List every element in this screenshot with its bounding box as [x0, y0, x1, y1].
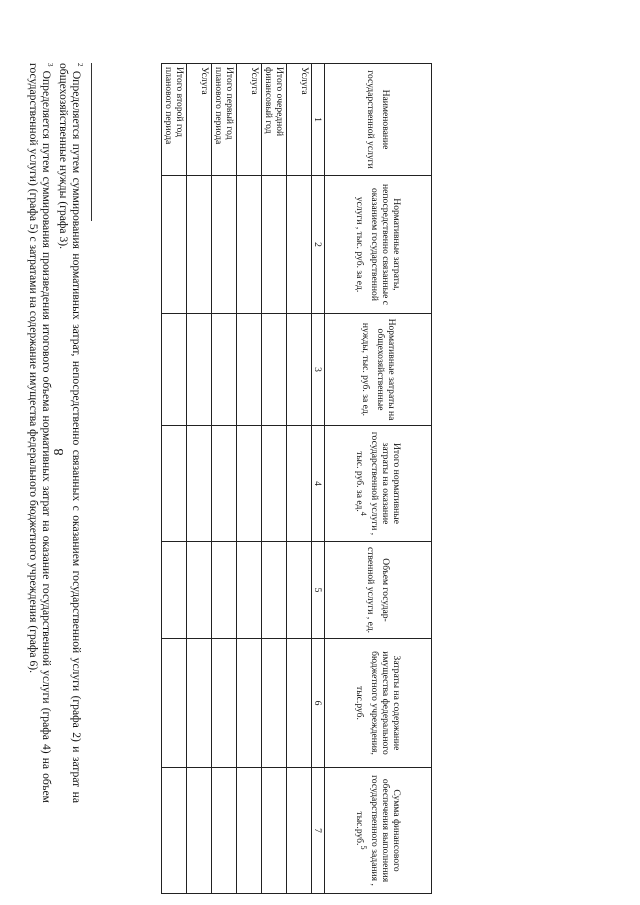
table-cell — [212, 639, 237, 768]
table-cell — [212, 542, 237, 639]
table-cell — [287, 176, 312, 314]
header-cell: Затраты на содержание имущества федерального бюджетного учреждения, тыс.руб. — [325, 639, 432, 768]
table-cell — [262, 542, 287, 639]
column-number: 7 — [312, 768, 325, 894]
table-cell — [287, 542, 312, 639]
column-number: 5 — [312, 542, 325, 639]
table-cell — [162, 542, 187, 639]
table-row — [262, 64, 287, 894]
table-cell — [237, 314, 262, 426]
row-label: Услуга — [287, 64, 312, 176]
table-cell — [237, 639, 262, 768]
column-number: 1 — [312, 64, 325, 176]
table-cell — [187, 768, 212, 894]
header-cell: Наименование государственной услуги — [325, 64, 432, 176]
header-cell: Нормативные затраты, непосредственно связанные с оказанием государственной услуги , тыс. руб. за ед. — [325, 176, 432, 314]
row-label: Услуга — [237, 64, 262, 176]
footnotes — [26, 63, 86, 803]
table-cell — [237, 768, 262, 894]
table-cell — [162, 768, 187, 894]
footnote-divider — [91, 63, 92, 221]
column-number: 3 — [312, 314, 325, 426]
table-cell — [187, 314, 212, 426]
table-cell — [212, 314, 237, 426]
table-cell — [187, 176, 212, 314]
table-cell — [212, 426, 237, 542]
table-row — [237, 64, 262, 894]
table-cell — [162, 426, 187, 542]
footnote: $^2$ Определяется путем суммирования нормативных затрат, непосредственно связанных с оказанием государственной услуги (графа 2) и затрат на общехозяйственные нужды (графа 3). — [56, 63, 84, 803]
table-cell — [237, 542, 262, 639]
header-cell: Объем государ-ственной услуги , ед. — [325, 542, 432, 639]
table-row — [162, 64, 187, 894]
column-number: 6 — [312, 639, 325, 768]
footnote: $^3$ Определяется путем суммирования произведения итогового объема нормативных затрат на оказание государственной услуги (графа 4) на объем государственной услуги) (графа 5) с затратами на содержание имущества федерального бюджетного учреждения (графа 6). — [26, 63, 55, 803]
row-label: Услуга — [187, 64, 212, 176]
table-cell — [262, 314, 287, 426]
table-cell — [237, 176, 262, 314]
table-cell — [287, 314, 312, 426]
table-cell — [262, 176, 287, 314]
row-label: Итого первый год планового периода — [212, 64, 237, 176]
column-number: 4 — [312, 426, 325, 542]
table-cell — [262, 768, 287, 894]
table-cell — [187, 639, 212, 768]
row-label: Итого очередной финансовый год — [262, 64, 287, 176]
table-cell — [212, 176, 237, 314]
table-row — [212, 64, 237, 894]
table-cell — [187, 542, 212, 639]
table-cell — [287, 639, 312, 768]
header-cell: Сумма финансового обеспечения выполнения государственного задания , тыс.руб.$^5$ — [325, 768, 432, 894]
table-cell — [262, 426, 287, 542]
table-row — [287, 64, 312, 894]
table-cell — [212, 768, 237, 894]
table-row — [187, 64, 212, 894]
page-number: 8 — [52, 448, 67, 456]
header-cell: Нормативные затраты на общехозяйственные нужды, тыс. руб. за ед. — [325, 314, 432, 426]
table-cell — [262, 639, 287, 768]
table-cell — [287, 768, 312, 894]
table-cell — [162, 314, 187, 426]
table-cell — [162, 176, 187, 314]
table-cell — [237, 426, 262, 542]
table-cell — [287, 426, 312, 542]
header-cell: Итого нормативные затраты на оказание государственной услуги , тыс. руб. за ед.$^4$ — [325, 426, 432, 542]
table-cell — [162, 639, 187, 768]
financial-provision-table — [161, 63, 432, 894]
row-label: Итого второй год планового периода — [162, 64, 187, 176]
table-cell — [187, 426, 212, 542]
column-number: 2 — [312, 176, 325, 314]
